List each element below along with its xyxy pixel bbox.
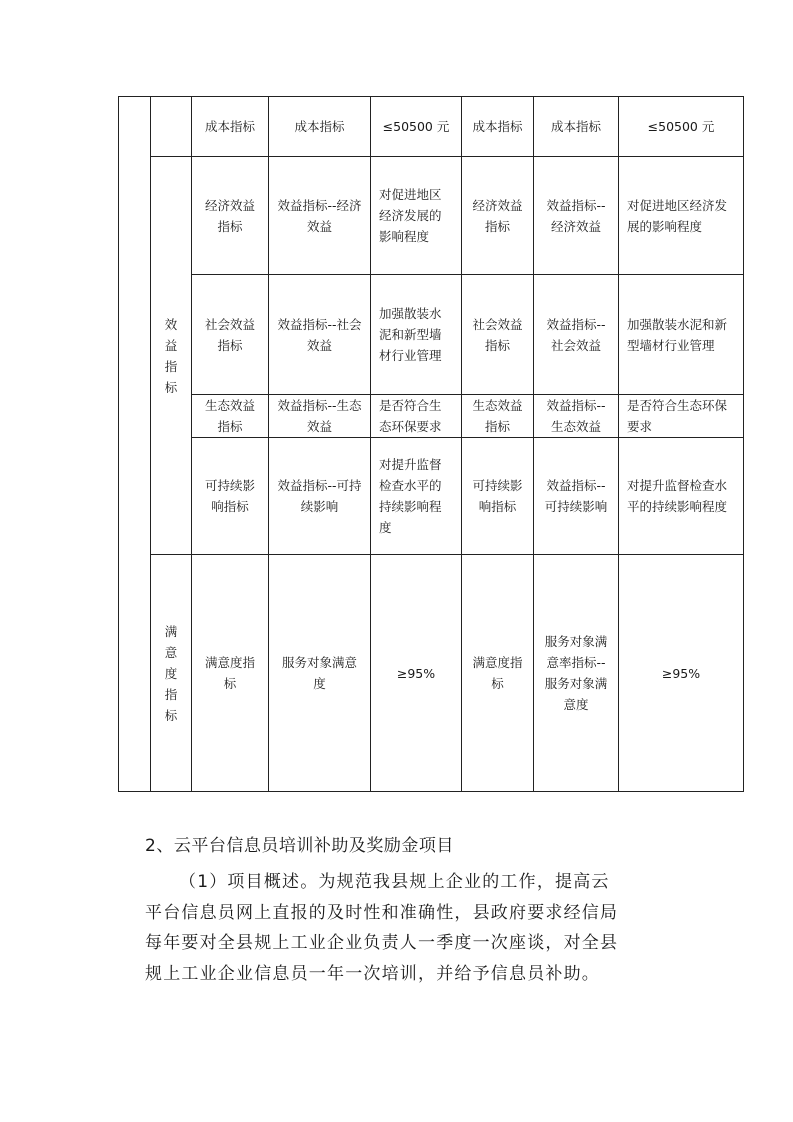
table-cell: 加强散装水泥和新型墙材行业管理: [371, 275, 462, 395]
table-cell: 可持续影响指标: [462, 438, 534, 555]
table-row: [119, 395, 744, 438]
table-row: [119, 275, 744, 395]
table-cell: 服务对象满意率指标--服务对象满意度: [534, 555, 619, 792]
table-cell: 满意度指标: [462, 555, 534, 792]
table-cell: 成本指标: [269, 97, 371, 157]
table-cell: 对促进地区经济发展的影响程度: [619, 157, 744, 275]
table-row: [119, 97, 744, 157]
table-cell: 生态效益指标: [192, 395, 269, 438]
paragraph-line: 每年要对全县规上工业企业负责人一季度一次座谈，对全县: [145, 933, 619, 953]
project-overview-paragraph: [145, 867, 673, 989]
table-cell: 经济效益指标: [462, 157, 534, 275]
paragraph-line: 平台信息员网上直报的及时性和准确性，县政府要求经信局: [145, 902, 619, 923]
table-cell: 经济效益指标: [192, 157, 269, 275]
table-cell: 成本指标: [462, 97, 534, 157]
table-cell: 效益指标--可持续影响: [269, 438, 371, 555]
table-cell: 社会效益指标: [192, 275, 269, 395]
table-cell: 效益指标--生态效益: [534, 395, 619, 438]
table-row: [119, 438, 744, 555]
outer-category-cell: [119, 97, 151, 792]
table-cell: 对提升监督检查水平的持续影响程度: [619, 438, 744, 555]
table-row: [119, 555, 744, 792]
group-label-satisfaction: 满意度指标: [151, 555, 192, 792]
table-cell: 效益指标--生态效益: [269, 395, 371, 438]
table-cell: 效益指标--社会效益: [534, 275, 619, 395]
table-cell: 效益指标--经济效益: [269, 157, 371, 275]
table-cell: ≥95%: [619, 555, 744, 792]
table-cell: 生态效益指标: [462, 395, 534, 438]
table-cell: 效益指标--社会效益: [269, 275, 371, 395]
table-cell: 成本指标: [192, 97, 269, 157]
table-cell: 加强散装水泥和新型墙材行业管理: [619, 275, 744, 395]
group-cell-empty: [151, 97, 192, 157]
table-cell: 对提升监督检查水平的持续影响程度: [371, 438, 462, 555]
table-cell: 对促进地区经济发展的影响程度: [371, 157, 462, 275]
section-heading: 2、云平台信息员培训补助及奖励金项目: [145, 836, 454, 856]
table-row: [119, 157, 744, 275]
table-cell: ≥95%: [371, 555, 462, 792]
table-cell: 是否符合生态环保要求: [371, 395, 462, 438]
paragraph-line: 规上工业企业信息员一年一次培训，并给予信息员补助。: [145, 963, 600, 984]
performance-indicator-table: [118, 96, 744, 792]
table-cell: 可持续影响指标: [192, 438, 269, 555]
table-cell: 社会效益指标: [462, 275, 534, 395]
table-cell: ≤50500 元: [371, 97, 462, 157]
table-cell: 服务对象满意度: [269, 555, 371, 792]
table-cell: 成本指标: [534, 97, 619, 157]
table-cell: ≤50500 元: [619, 97, 744, 157]
group-label-benefit: 效益指标: [151, 157, 192, 555]
paragraph-line: （1）项目概述。为规范我县规上企业的工作，提高云: [179, 872, 610, 892]
table-cell: 效益指标--可持续影响: [534, 438, 619, 555]
table-cell: 效益指标--经济效益: [534, 157, 619, 275]
table-cell: 是否符合生态环保要求: [619, 395, 744, 438]
table-cell: 满意度指标: [192, 555, 269, 792]
